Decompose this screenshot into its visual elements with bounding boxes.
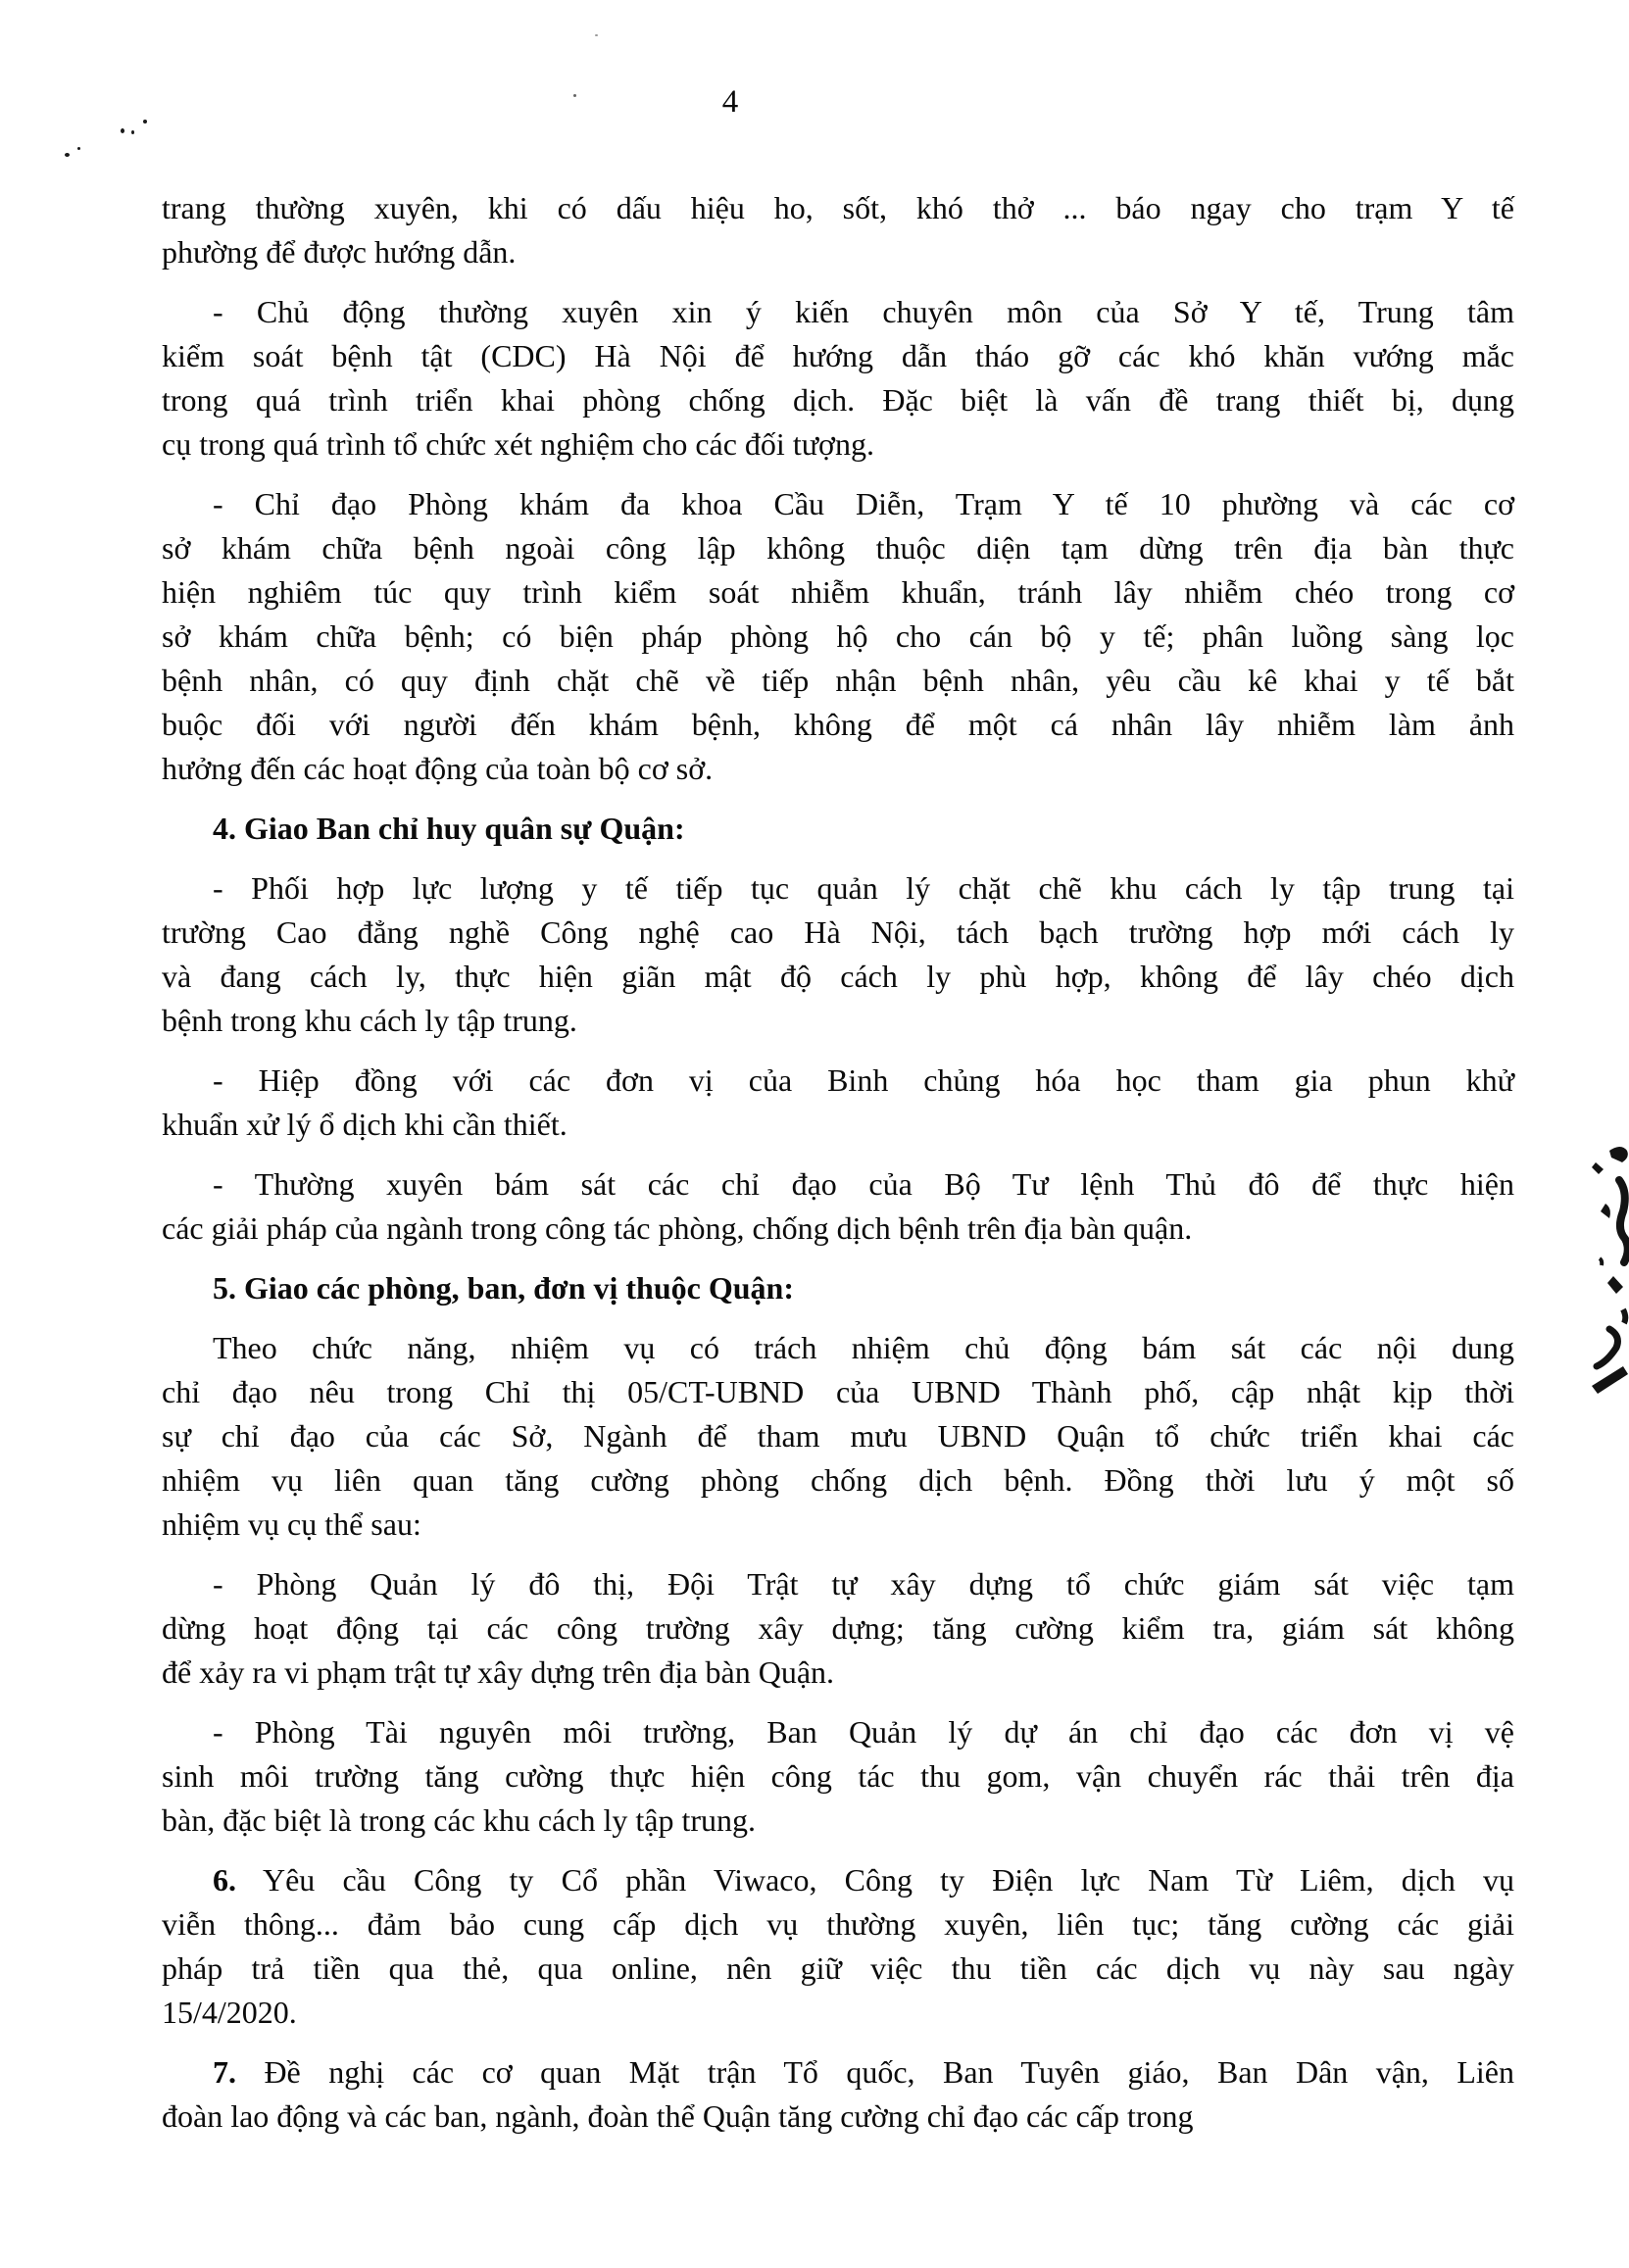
text-line: pháp trả tiền qua thẻ, qua online, nên giữ việc thu tiền các dịch vụ này sau ngày [162, 1950, 1514, 1986]
handwritten-ink-mark [1584, 1143, 1629, 1421]
text-line: bàn, đặc biệt là trong các khu cách ly tập trung. [162, 1802, 756, 1838]
text-line: dừng hoạt động tại các công trường xây dựng; tăng cường kiểm tra, giám sát không [162, 1610, 1514, 1646]
text-line: để xảy ra vi phạm trật tự xây dựng trên địa bàn Quận. [162, 1654, 835, 1690]
text-line: sinh môi trường tăng cường thực hiện công tác thu gom, vận chuyển rác thải trên địa [162, 1758, 1514, 1794]
text-line: Theo chức năng, nhiệm vụ có trách nhiệm chủ động bám sát các nội dung [213, 1330, 1514, 1365]
text-line: - Thường xuyên bám sát các chỉ đạo của Bộ Tư lệnh Thủ đô để thực hiện [213, 1166, 1514, 1202]
paragraph [162, 2050, 1514, 2139]
paragraph [162, 186, 1514, 274]
text-line: nhiệm vụ liên quan tăng cường phòng chống dịch bệnh. Đồng thời lưu ý một số [162, 1462, 1514, 1498]
scan-speck [573, 94, 576, 97]
text-line: nhiệm vụ cụ thể sau: [162, 1506, 421, 1542]
paragraph [162, 1710, 1514, 1843]
section-heading [162, 807, 1514, 851]
scan-speck [595, 34, 598, 36]
text-line: - Chủ động thường xuyên xin ý kiến chuyên môn của Sở Y tế, Trung tâm [213, 294, 1514, 329]
page-number: 4 [721, 84, 739, 120]
paragraph [162, 482, 1514, 791]
text-line: hiện nghiêm túc quy trình kiểm soát nhiễm khuẩn, tránh lây nhiễm chéo trong cơ [162, 574, 1514, 610]
paragraph [162, 866, 1514, 1043]
scan-speck [65, 153, 70, 157]
paragraph [162, 1162, 1514, 1251]
text-line: 4. Giao Ban chỉ huy quân sự Quận: [213, 811, 685, 846]
paragraph [162, 1326, 1514, 1547]
text-line: bệnh trong khu cách ly tập trung. [162, 1003, 577, 1038]
scan-speck [121, 128, 124, 133]
text-line: viễn thông... đảm bảo cung cấp dịch vụ thường xuyên, liên tục; tăng cường các giải [162, 1906, 1514, 1942]
text-line: - Chỉ đạo Phòng khám đa khoa Cầu Diễn, Trạm Y tế 10 phường và các cơ [213, 486, 1514, 521]
text-line: sự chỉ đạo của các Sở, Ngành để tham mưu UBND Quận tổ chức triển khai các [162, 1418, 1514, 1454]
text-line: 7. Đề nghị các cơ quan Mặt trận Tổ quốc, Ban Tuyên giáo, Ban Dân vận, Liên [213, 2054, 1514, 2090]
text-line: - Phòng Quản lý đô thị, Đội Trật tự xây dựng tổ chức giám sát việc tạm [213, 1566, 1514, 1602]
text-line: chỉ đạo nêu trong Chỉ thị 05/CT-UBND của UBND Thành phố, cập nhật kịp thời [162, 1374, 1514, 1409]
text-line: và đang cách ly, thực hiện giãn mật độ cách ly phù hợp, không để lây chéo dịch [162, 959, 1514, 994]
paragraph [162, 290, 1514, 467]
text-line: 6. Yêu cầu Công ty Cổ phần Viwaco, Công ty Điện lực Nam Từ Liêm, dịch vụ [213, 1862, 1514, 1898]
text-line: 15/4/2020. [162, 1995, 297, 2030]
text-line: - Hiệp đồng với các đơn vị của Binh chủng hóa học tham gia phun khử [213, 1062, 1514, 1098]
text-line: sở khám chữa bệnh; có biện pháp phòng hộ cho cán bộ y tế; phân luồng sàng lọc [162, 618, 1514, 654]
paragraph [162, 1858, 1514, 2035]
scan-speck [77, 147, 80, 150]
text-line: hưởng đến các hoạt động của toàn bộ cơ sở. [162, 751, 714, 786]
scan-speck [131, 130, 134, 134]
text-line: 5. Giao các phòng, ban, đơn vị thuộc Quận: [213, 1270, 794, 1306]
document-body [162, 186, 1514, 2139]
text-line: sở khám chữa bệnh ngoài công lập không thuộc diện tạm dừng trên địa bàn thực [162, 530, 1514, 566]
text-line: trường Cao đẳng nghề Công nghệ cao Hà Nội, tách bạch trường hợp mới cách ly [162, 914, 1514, 950]
text-line: - Phòng Tài nguyên môi trường, Ban Quản lý dự án chỉ đạo các đơn vị vệ [213, 1714, 1514, 1750]
text-line: phường để được hướng dẫn. [162, 234, 517, 270]
text-line: kiểm soát bệnh tật (CDC) Hà Nội để hướng dẫn tháo gỡ các khó khăn vướng mắc [162, 338, 1514, 373]
text-line: buộc đối với người đến khám bệnh, không để một cá nhân lây nhiễm làm ảnh [162, 707, 1514, 742]
text-line: các giải pháp của ngành trong công tác phòng, chống dịch bệnh trên địa bàn quận. [162, 1210, 1193, 1246]
text-line: - Phối hợp lực lượng y tế tiếp tục quản lý chặt chẽ khu cách ly tập trung tại [213, 870, 1514, 906]
text-line: cụ trong quá trình tổ chức xét nghiệm cho các đối tượng. [162, 426, 874, 462]
text-line: trong quá trình triển khai phòng chống dịch. Đặc biệt là vấn đề trang thiết bị, dụng [162, 382, 1514, 418]
paragraph [162, 1562, 1514, 1695]
scan-speck [143, 120, 147, 123]
paragraph [162, 1059, 1514, 1147]
text-line: trang thường xuyên, khi có dấu hiệu ho, sốt, khó thở ... báo ngay cho trạm Y tế [162, 190, 1514, 225]
section-heading [162, 1266, 1514, 1310]
text-line: đoàn lao động và các ban, ngành, đoàn thể Quận tăng cường chỉ đạo các cấp trong [162, 2098, 1194, 2134]
text-line: bệnh nhân, có quy định chặt chẽ về tiếp nhận bệnh nhân, yêu cầu kê khai y tế bắt [162, 663, 1514, 698]
text-line: khuẩn xử lý ổ dịch khi cần thiết. [162, 1107, 568, 1142]
